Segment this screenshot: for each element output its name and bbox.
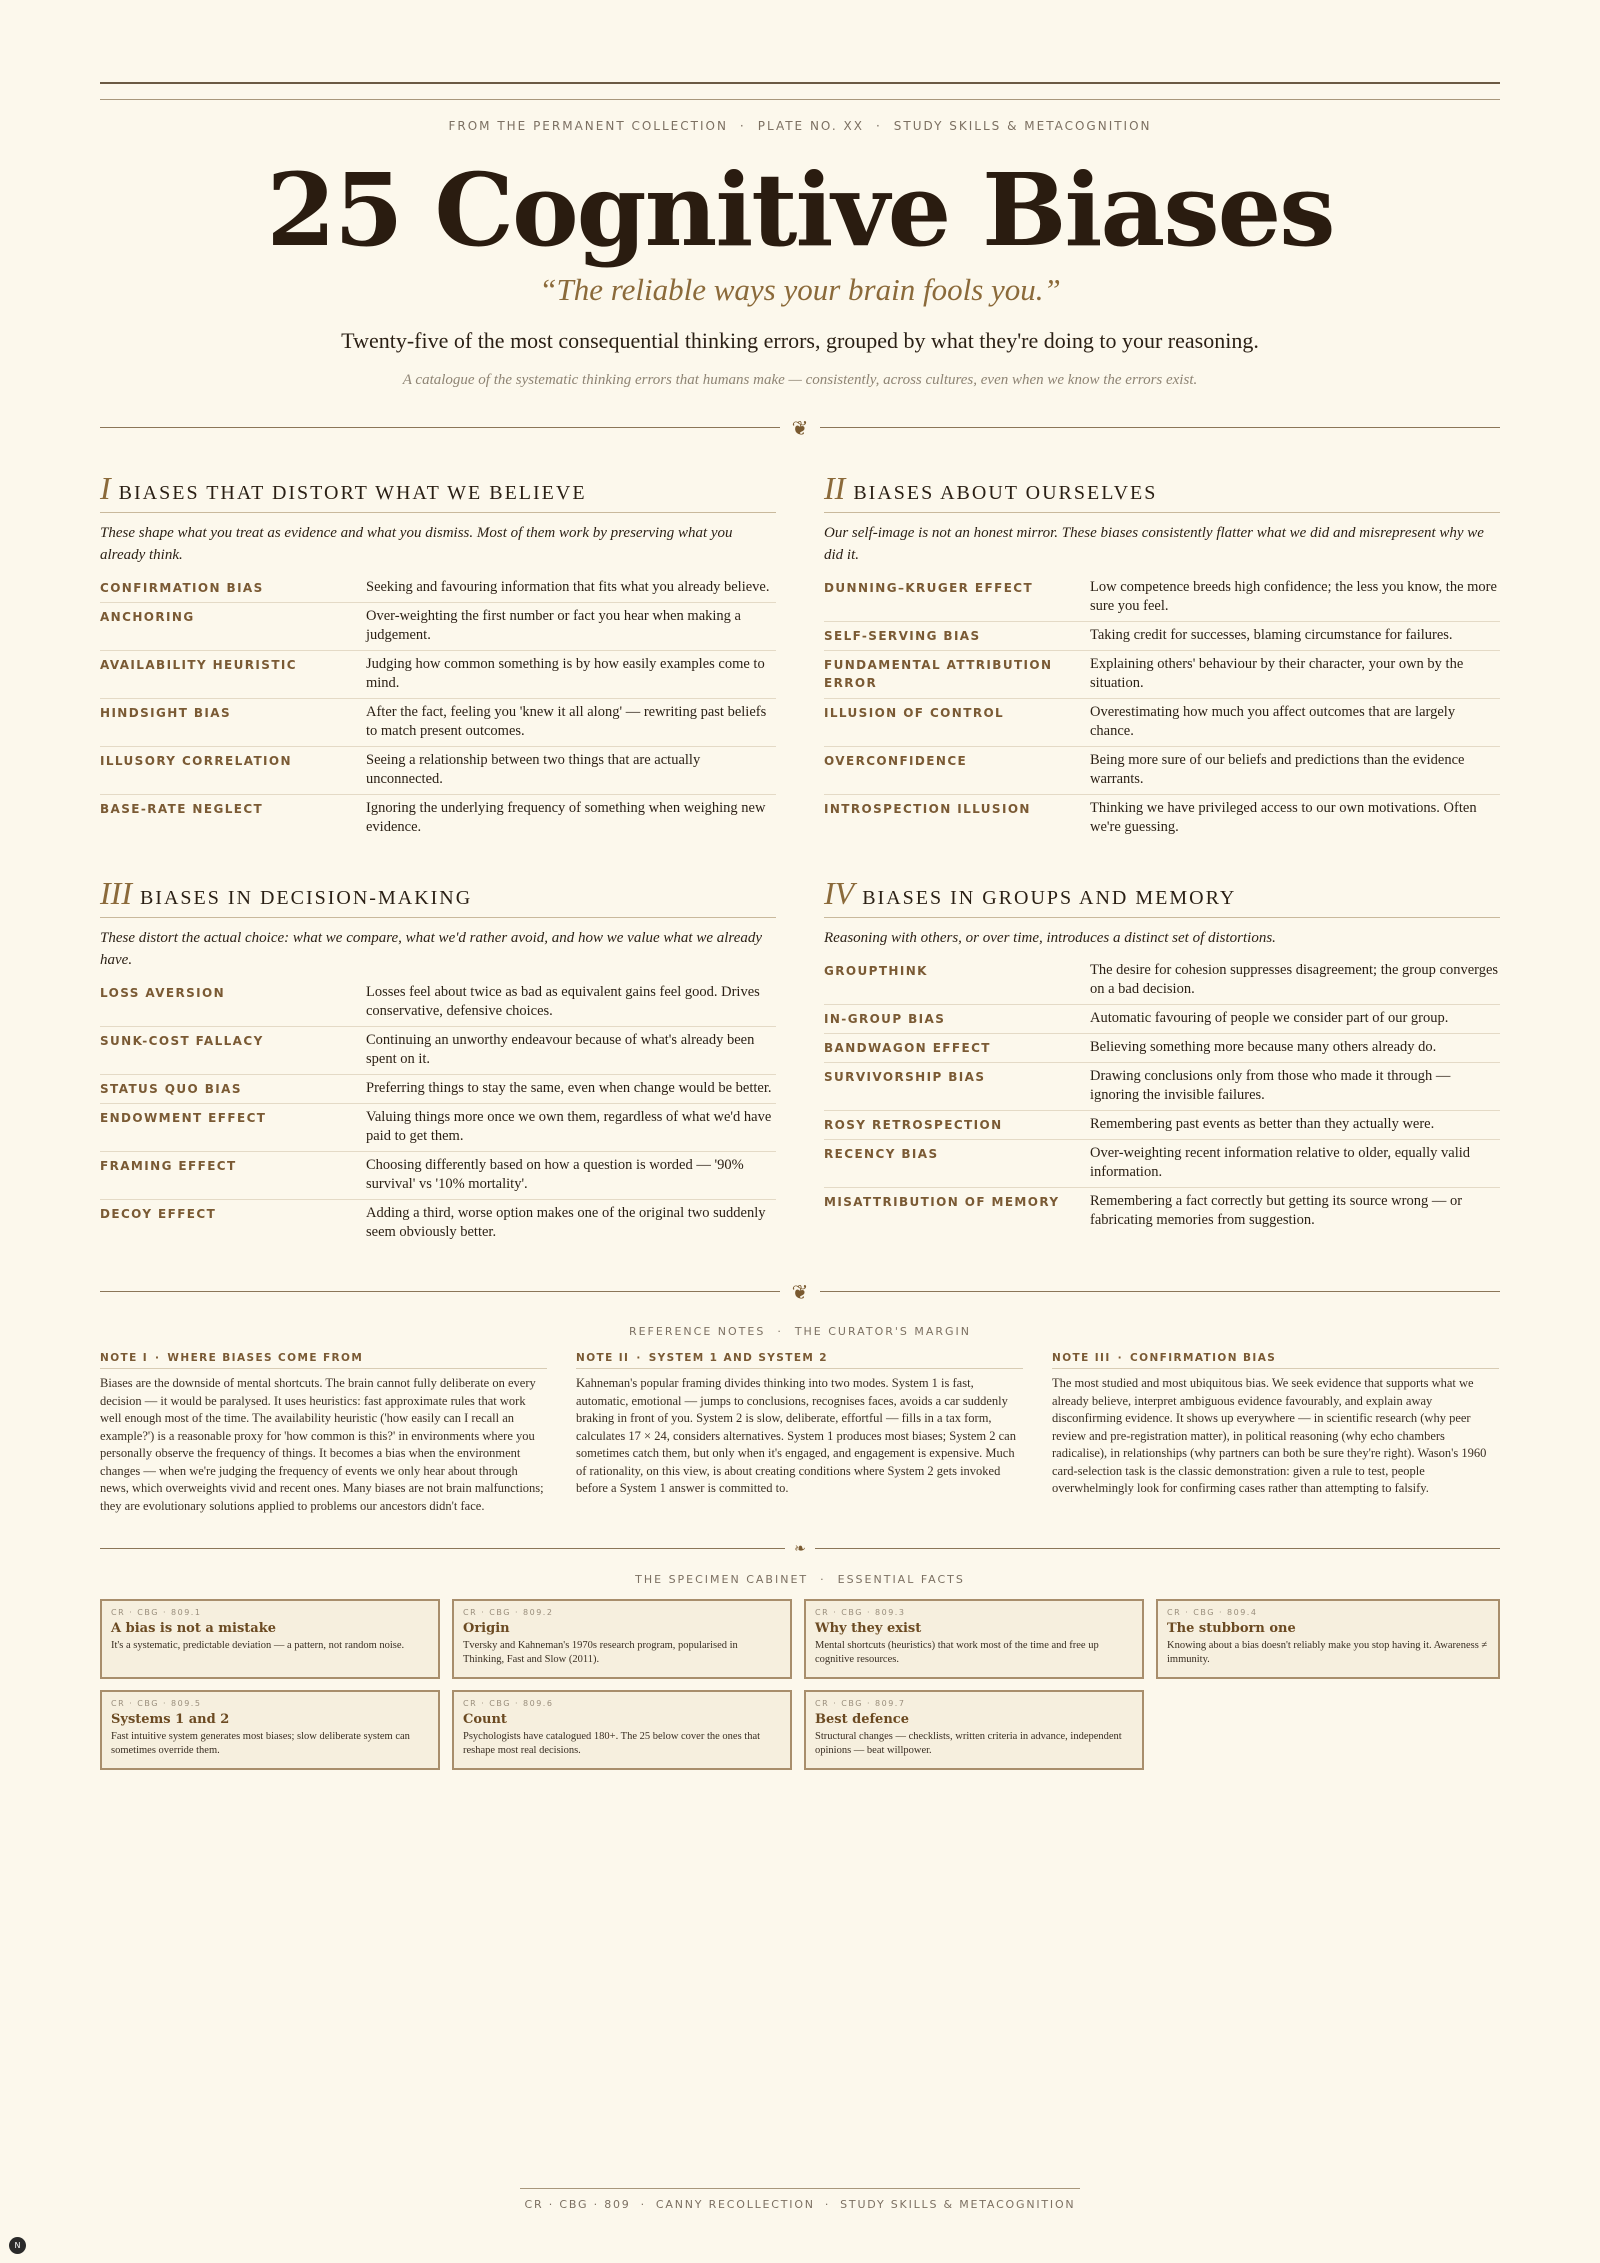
hedera-icon: ❧ — [794, 1541, 806, 1557]
note-title: WHERE BIASES COME FROM — [167, 1352, 364, 1364]
bias-term: FUNDAMENTAL ATTRIBUTION ERROR — [824, 658, 1053, 690]
bias-term: BANDWAGON EFFECT — [824, 1041, 991, 1055]
bias-definition: Valuing things more once we own them, regardless of what we'd have paid to get them. — [366, 1109, 772, 1144]
section-beliefs — [100, 470, 776, 842]
bias-list — [100, 979, 776, 1247]
cabinet-kicker — [100, 1573, 1500, 1586]
bias-row — [100, 979, 776, 1027]
section-intro: These distort the actual choice: what we compare, what we'd rather avoid, and how we value what we already have. — [100, 930, 763, 968]
reference-sublabel: THE CURATOR'S MARGIN — [794, 1325, 972, 1338]
fact-card — [804, 1599, 1144, 1679]
card-code: CR · CBG · 809.1 — [111, 1608, 202, 1617]
bias-row — [100, 1075, 776, 1104]
bias-row — [100, 1027, 776, 1075]
footer — [100, 2198, 1500, 2211]
bias-term: HINDSIGHT BIAS — [100, 706, 232, 720]
note-heading — [576, 1352, 1023, 1369]
section-title: BIASES ABOUT OURSELVES — [853, 482, 1158, 504]
card-code: CR · CBG · 809.4 — [1167, 1608, 1258, 1617]
bias-definition: Over-weighting the first number or fact you hear when making a judgement. — [366, 608, 741, 643]
reference-label: REFERENCE NOTES — [628, 1325, 766, 1338]
note-confirmation-bias — [1052, 1352, 1499, 1498]
kicker-sep: · — [155, 1352, 161, 1364]
bias-term: DUNNING–KRUGER EFFECT — [824, 581, 1034, 595]
section-title: BIASES THAT DISTORT WHAT WE BELIEVE — [118, 482, 587, 504]
bias-definition: Drawing conclusions only from those who made it through — ignoring the invisible failures. — [1090, 1068, 1451, 1103]
cabinet-label: THE SPECIMEN CABINET — [635, 1573, 809, 1586]
bias-row — [100, 1152, 776, 1200]
bias-row — [824, 795, 1500, 842]
section-decision-making — [100, 875, 776, 1247]
card-body: Mental shortcuts (heuristics) that work most of the time and free up cognitive resources. — [815, 1640, 1099, 1665]
kicker-collection: FROM THE PERMANENT COLLECTION — [448, 119, 728, 133]
section-intro: Our self-image is not an honest mirror. These biases consistently flatter what we did and misrepresent why we did it. — [824, 525, 1484, 563]
fact-card — [452, 1599, 792, 1679]
bias-list — [100, 574, 776, 842]
bias-term: ANCHORING — [100, 610, 195, 624]
bias-definition: Believing something more because many others already do. — [1090, 1039, 1437, 1055]
header-kicker — [100, 119, 1500, 133]
catalogue-note: A catalogue of the systematic thinking errors that humans make — consistently, across cultures, even when we know the errors exist. — [402, 372, 1198, 388]
kicker-sep: · — [875, 119, 882, 133]
bias-row — [824, 1111, 1500, 1140]
cabinet-sublabel: ESSENTIAL FACTS — [837, 1573, 965, 1586]
note-label: NOTE III — [1052, 1352, 1111, 1364]
bias-row — [824, 957, 1500, 1005]
footer-rule — [520, 2188, 1080, 2189]
card-body: Psychologists have catalogued 180+. The 25 below cover the ones that reshape most real decisions. — [463, 1731, 761, 1756]
fact-card — [452, 1690, 792, 1770]
fleuron-icon: ❦ — [791, 416, 809, 440]
card-title: The stubborn one — [1167, 1621, 1296, 1636]
bias-row — [824, 1188, 1500, 1235]
kicker-sep: · — [640, 2198, 646, 2211]
bias-term: INTROSPECTION ILLUSION — [824, 802, 1031, 816]
kicker-sep: · — [1117, 1352, 1124, 1364]
bias-term: AVAILABILITY HEURISTIC — [100, 658, 297, 672]
bias-row — [100, 699, 776, 747]
fleuron-icon: ❦ — [791, 1280, 809, 1304]
bias-list — [824, 957, 1500, 1235]
bias-definition: Ignoring the underlying frequency of something when weighing new evidence. — [366, 800, 766, 835]
card-body: It's a systematic, predictable deviation — a pattern, not random noise. — [111, 1640, 405, 1651]
bias-term: SURVIVORSHIP BIAS — [824, 1070, 986, 1084]
page-title: 25 Cognitive Biases — [266, 151, 1334, 269]
ornament-divider — [100, 1280, 1500, 1304]
bias-term: ROSY RETROSPECTION — [824, 1118, 1003, 1132]
kicker-sep: · — [636, 1352, 642, 1364]
card-code: CR · CBG · 809.5 — [111, 1699, 202, 1708]
section-numeral: II — [824, 470, 846, 506]
reference-kicker — [100, 1325, 1500, 1338]
section-numeral: III — [100, 875, 132, 911]
kicker-plate: PLATE NO. XX — [757, 119, 864, 133]
bias-definition: Losses feel about twice as bad as equivalent gains feel good. Drives conservative, defensive choices. — [366, 984, 760, 1019]
bias-definition: Over-weighting recent information relative to older, equally valid information. — [1090, 1145, 1471, 1180]
note-title: SYSTEM 1 AND SYSTEM 2 — [648, 1352, 829, 1364]
top-rule-thin — [100, 99, 1500, 100]
bias-row — [824, 1063, 1500, 1111]
kicker-sep: · — [777, 1325, 783, 1338]
kicker-sep: · — [739, 119, 746, 133]
bias-term: IN-GROUP BIAS — [824, 1012, 946, 1026]
note-body: Kahneman's popular framing divides thinking into two modes. System 1 is fast, automatic, emotional — jumps to conclusions, recognises faces, avoids a car suddenly braking in front of you. System 2 is slow, deliberate, effortful — fills in a tax form, calculates 17 × 24, considers alternatives. System 1 produces most biases; System 2 can sometimes catch them, but only when it's engaged, and engagement is expensive. Much of rationality, on this view, is about creating conditions where System 2 gets invoked before a System 1 answer is committed to. — [576, 1376, 1016, 1495]
note-where-biases-come-from — [100, 1352, 547, 1515]
bias-row — [824, 699, 1500, 747]
subtitle: Twenty-five of the most consequential thinking errors, grouped by what they're doing to your reasoning. — [341, 328, 1259, 353]
card-code: CR · CBG · 809.2 — [463, 1608, 554, 1617]
bias-term: FRAMING EFFECT — [100, 1159, 237, 1173]
bias-definition: Preferring things to stay the same, even when change would be better. — [366, 1080, 772, 1096]
bias-term: STATUS QUO BIAS — [100, 1082, 242, 1096]
bias-list — [824, 574, 1500, 842]
bias-row — [824, 622, 1500, 651]
bias-definition: Adding a third, worse option makes one of the original two suddenly seem obviously better. — [366, 1205, 766, 1240]
bias-definition: Explaining others' behaviour by their character, your own by the situation. — [1090, 656, 1464, 691]
note-label: NOTE II — [576, 1352, 630, 1364]
bias-term: LOSS AVERSION — [100, 986, 226, 1000]
bias-term: GROUPTHINK — [824, 964, 928, 978]
bias-definition: Being more sure of our beliefs and predictions than the evidence warrants. — [1090, 752, 1465, 787]
bias-definition: Remembering past events as better than they actually were. — [1090, 1116, 1435, 1132]
card-code: CR · CBG · 809.3 — [815, 1608, 906, 1617]
bias-term: BASE-RATE NEGLECT — [100, 802, 264, 816]
bias-definition: Continuing an unworthy endeavour because of what's already been spent on it. — [366, 1032, 755, 1067]
bias-definition: Taking credit for successes, blaming circumstance for failures. — [1090, 627, 1453, 643]
note-system-1-and-2 — [576, 1352, 1023, 1498]
section-intro: Reasoning with others, or over time, introduces a distinct set of distortions. — [824, 930, 1276, 946]
note-label: NOTE I — [100, 1352, 149, 1364]
bias-definition: Remembering a fact correctly but getting its source wrong — or fabricating memories from suggestion. — [1090, 1193, 1463, 1228]
kicker-subject: STUDY SKILLS & METACOGNITION — [893, 119, 1152, 133]
note-body: The most studied and most ubiquitous bias. We seek evidence that supports what we already believe, interpret ambiguous evidence favourably, and explain away disconfirming evidence. It shows up everywhere — in scientific research (why peer review and pre-registration matter), in political reasoning (why echo chambers radicalise), in relationships (why partners can both be sure they're right). Wason's 1960 card-selection task is the classic demonstration: given a rule to test, people overwhelmingly look for confirming cases rather than attempting to falsify. — [1052, 1376, 1487, 1495]
bias-row — [100, 795, 776, 842]
section-title: BIASES IN GROUPS AND MEMORY — [862, 887, 1237, 909]
bias-term: RECENCY BIAS — [824, 1147, 939, 1161]
card-title: Systems 1 and 2 — [111, 1712, 230, 1727]
bias-definition: The desire for cohesion suppresses disagreement; the group converges on a bad decision. — [1090, 962, 1499, 997]
bias-definition: Low competence breeds high confidence; the less you know, the more sure you feel. — [1090, 579, 1497, 614]
bias-definition: Automatic favouring of people we consider part of our group. — [1090, 1010, 1449, 1026]
card-title: Origin — [463, 1621, 510, 1636]
section-numeral: I — [100, 470, 111, 506]
bias-row — [100, 1200, 776, 1247]
card-title: Why they exist — [815, 1621, 922, 1636]
bias-definition: Thinking we have privileged access to our own motivations. Often we're guessing. — [1090, 800, 1477, 835]
section-title: BIASES IN DECISION-MAKING — [139, 887, 473, 909]
card-code: CR · CBG · 809.6 — [463, 1699, 554, 1708]
fact-card — [100, 1599, 440, 1679]
bias-definition: Judging how common something is by how easily examples come to mind. — [366, 656, 765, 691]
bias-definition: After the fact, feeling you 'knew it all along' — rewriting past beliefs to match present outcomes. — [366, 704, 767, 739]
card-body: Fast intuitive system generates most biases; slow deliberate system can sometimes override them. — [111, 1731, 410, 1756]
bias-row — [100, 574, 776, 603]
bias-term: SELF-SERVING BIAS — [824, 629, 981, 643]
note-heading — [1052, 1352, 1499, 1369]
card-title: Count — [463, 1712, 507, 1727]
bias-row — [100, 747, 776, 795]
card-code: CR · CBG · 809.7 — [815, 1699, 906, 1708]
bias-row — [824, 747, 1500, 795]
fact-card — [1156, 1599, 1500, 1679]
card-body: Tversky and Kahneman's 1970s research program, popularised in Thinking, Fast and Slow (2011). — [463, 1640, 738, 1665]
bias-row — [100, 651, 776, 699]
bias-row — [824, 1140, 1500, 1188]
bias-term: CONFIRMATION BIAS — [100, 581, 264, 595]
note-title: CONFIRMATION BIAS — [1130, 1352, 1277, 1364]
bias-row — [100, 1104, 776, 1152]
top-rule-thick — [100, 82, 1500, 84]
bias-term: DECOY EFFECT — [100, 1207, 217, 1221]
note-body: Biases are the downside of mental shortcuts. The brain cannot fully deliberate on every decision — it would be paralysed. It uses heuristics: fast approximate rules that work well enough most of the time. The availability heuristic ('how easily can I recall an example?') is a reasonable proxy for 'how common is this?' in environments where you personally observe the frequency of things. It becomes a bias when the environment changes — when we're judging the frequency of events we only hear about through news, which overweights vivid and recent ones. Many biases are not brain malfunctions; they are evolutionary solutions applied to problems our ancestors didn't face. — [100, 1376, 544, 1513]
bias-term: ENDOWMENT EFFECT — [100, 1111, 267, 1125]
card-body: Knowing about a bias doesn't reliably make you stop having it. Awareness ≠ immunity. — [1167, 1640, 1488, 1665]
ornament-divider — [100, 416, 1500, 440]
kicker-sep: · — [820, 1573, 826, 1586]
fact-card — [804, 1690, 1144, 1770]
bias-row — [824, 651, 1500, 699]
small-ornament-divider — [100, 1540, 1500, 1558]
footer-publisher: CANNY RECOLLECTION — [655, 2198, 815, 2211]
tagline: “The reliable ways your brain fools you.” — [539, 272, 1061, 307]
section-groups-memory — [824, 875, 1500, 1235]
footer-subject: STUDY SKILLS & METACOGNITION — [840, 2198, 1076, 2211]
bias-term: ILLUSION OF CONTROL — [824, 706, 1005, 720]
note-heading — [100, 1352, 547, 1369]
bias-term: MISATTRIBUTION OF MEMORY — [824, 1195, 1060, 1209]
bias-definition: Seeking and favouring information that fits what you already believe. — [366, 579, 770, 595]
bias-row — [824, 1034, 1500, 1063]
bias-row — [100, 603, 776, 651]
section-intro: These shape what you treat as evidence and what you dismiss. Most of them work by preserving what you already think. — [100, 525, 733, 563]
bias-row — [824, 574, 1500, 622]
bias-term: SUNK-COST FALLACY — [100, 1034, 264, 1048]
card-title: A bias is not a mistake — [111, 1621, 277, 1636]
kicker-sep: · — [824, 2198, 831, 2211]
footer-code: CR · CBG · 809 — [524, 2198, 631, 2211]
card-body: Structural changes — checklists, written criteria in advance, independent opinions — beat willpower. — [815, 1731, 1122, 1756]
bias-definition: Choosing differently based on how a question is worded — '90% survival' vs '10% mortality'. — [366, 1157, 744, 1192]
section-numeral: IV — [824, 875, 855, 911]
fact-card — [100, 1690, 440, 1770]
bias-definition: Overestimating how much you affect outcomes that are largely chance. — [1090, 704, 1456, 739]
bias-row — [824, 1005, 1500, 1034]
bias-definition: Seeing a relationship between two things that are actually unconnected. — [366, 752, 701, 787]
section-ourselves — [824, 470, 1500, 842]
bias-term: ILLUSORY CORRELATION — [100, 754, 292, 768]
corner-badge-icon[interactable]: N — [9, 2237, 26, 2254]
bias-term: OVERCONFIDENCE — [824, 754, 968, 768]
card-title: Best defence — [815, 1712, 909, 1727]
